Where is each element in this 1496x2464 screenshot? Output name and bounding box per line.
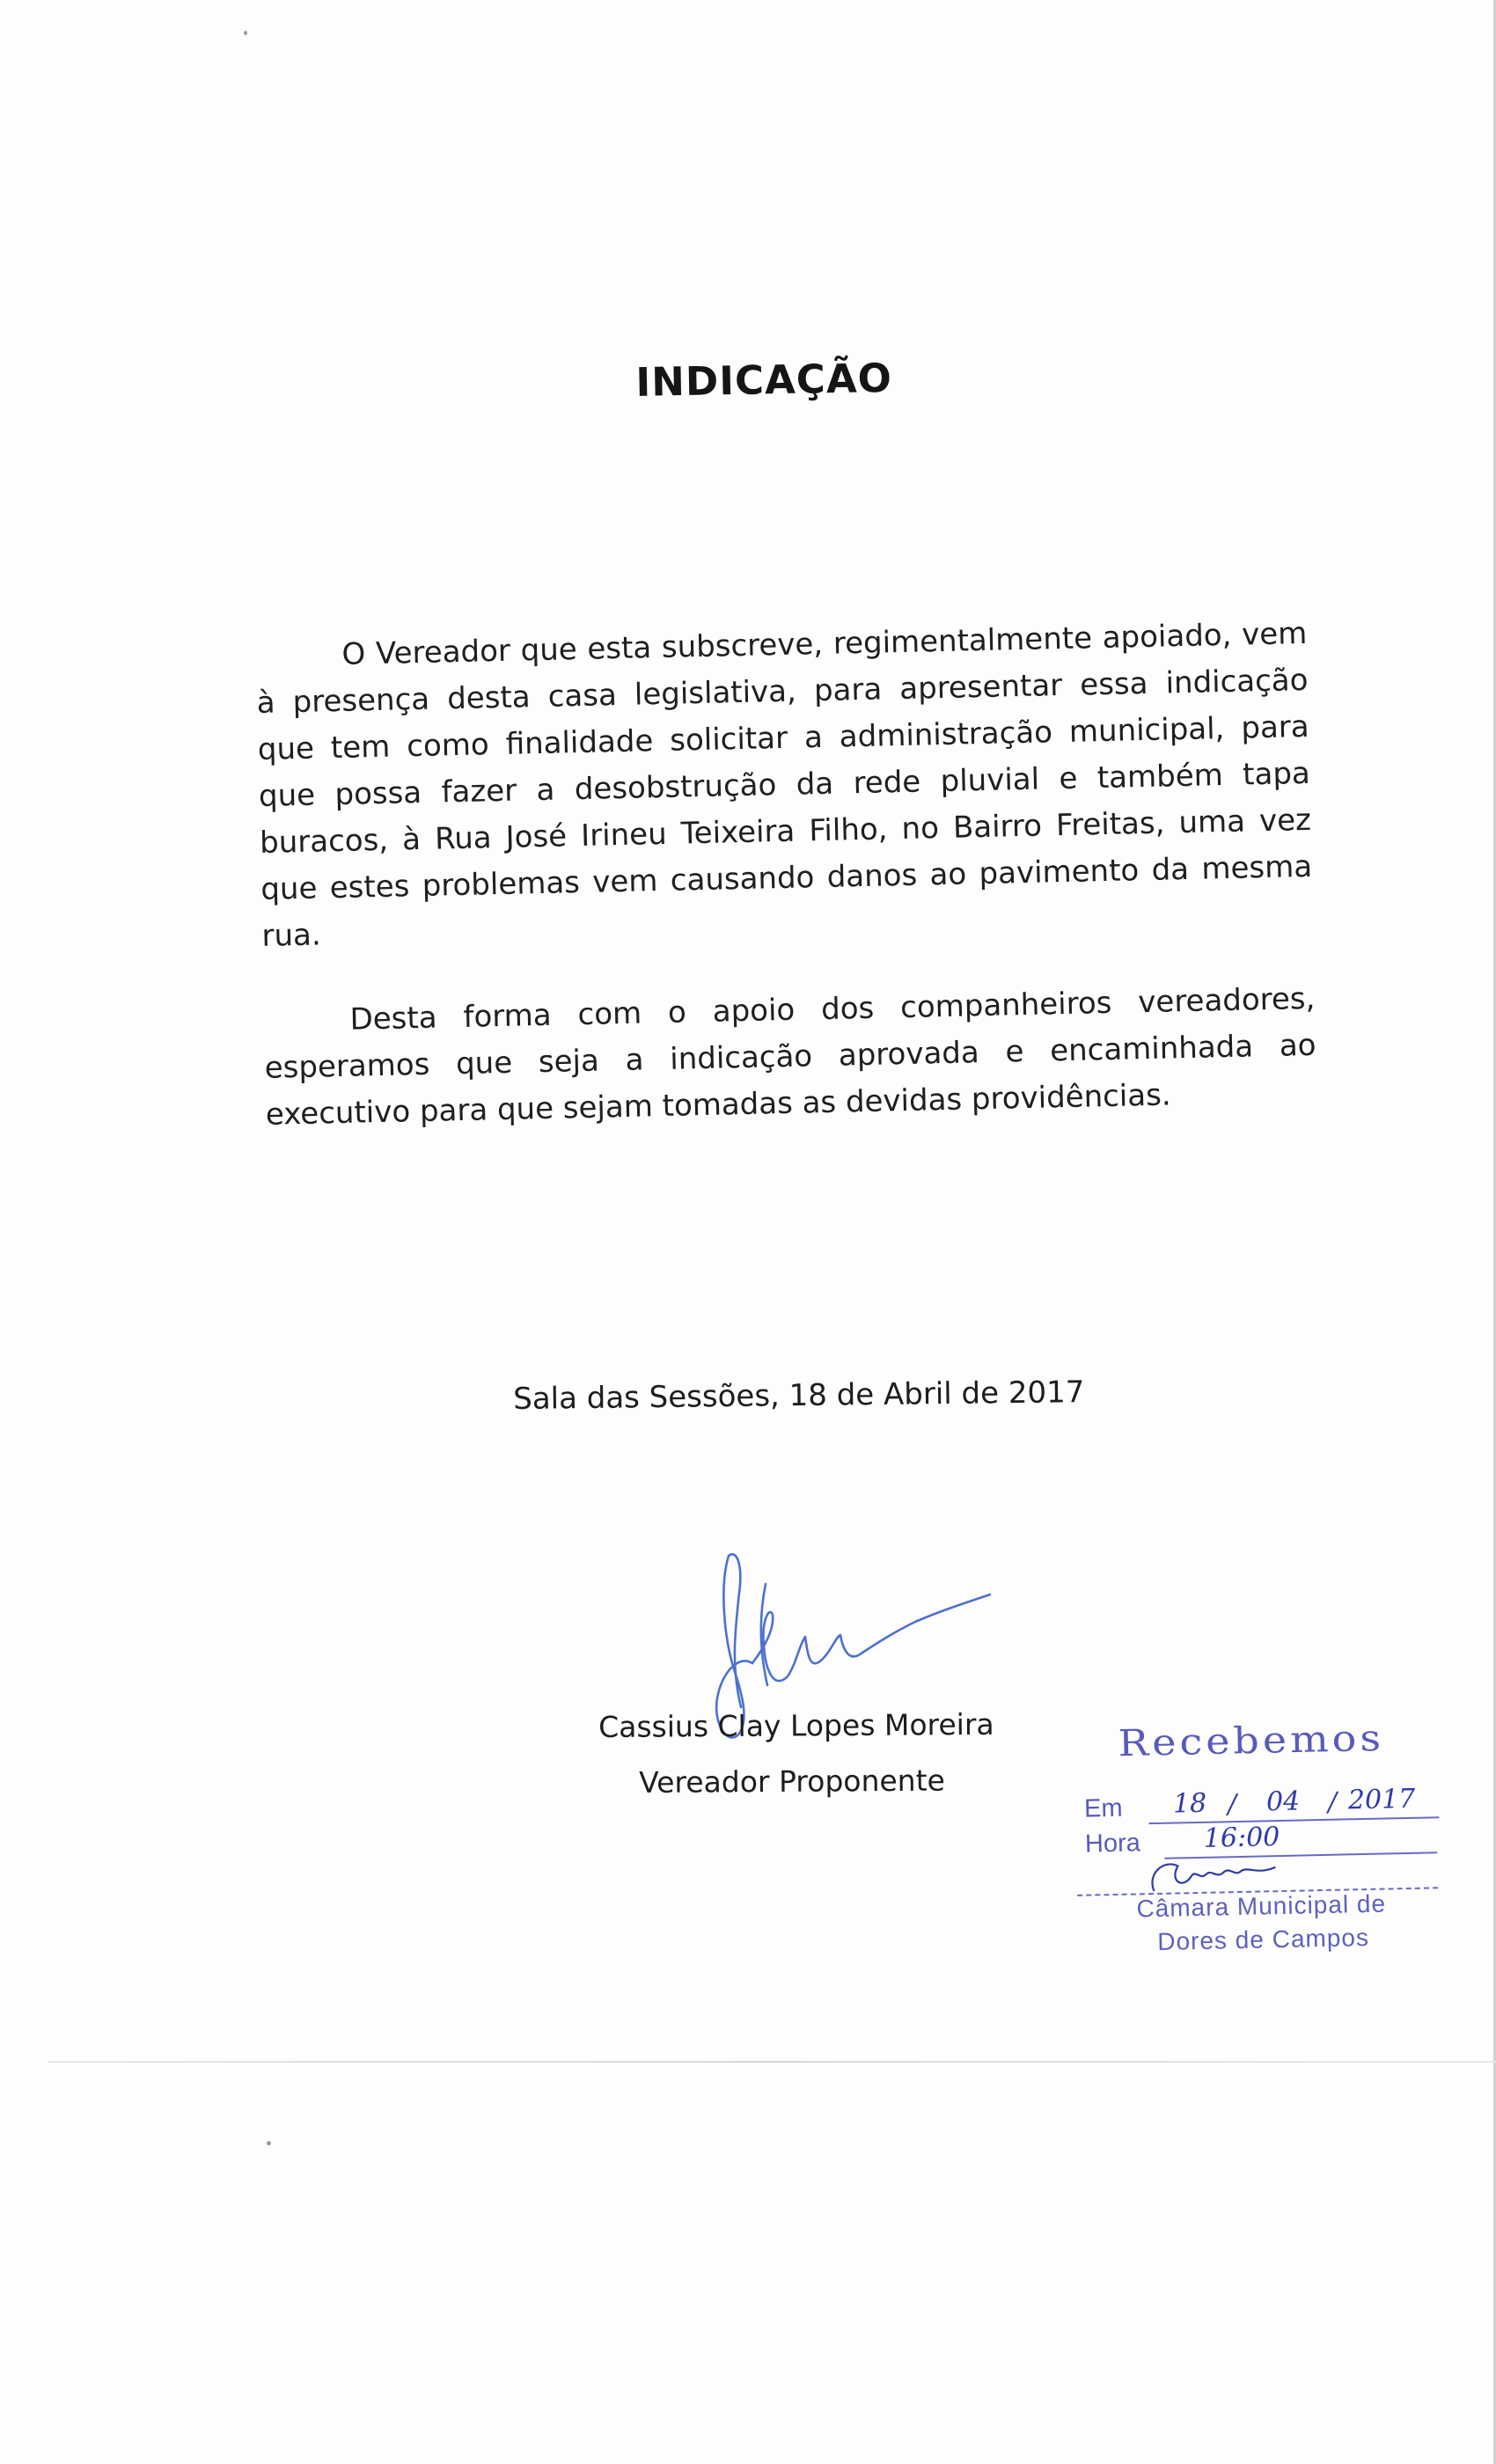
stamp-date-sep: / <box>1227 1789 1237 1821</box>
document-title: INDICAÇÃO <box>635 354 893 406</box>
signatory-name: Cassius Clay Lopes Moreira <box>598 1706 994 1744</box>
received-stamp <box>1069 1712 1453 1984</box>
stamp-institution-line2: Dores de Campos <box>1156 1923 1370 1955</box>
stamp-date-label: Em <box>1083 1793 1123 1823</box>
paragraph-closing: Desta forma com o apoio dos companheiros vereadores, esperamos que seja a indicação aprovada e encaminhada ao executivo para que sejam tomadas as devidas providências. <box>264 980 1316 1133</box>
stamp-time-label: Hora <box>1084 1829 1141 1859</box>
stamp-time-value: 16:00 <box>1203 1822 1280 1854</box>
stamp-institution-line1: Câmara Municipal de <box>1136 1889 1387 1923</box>
scan-speck <box>244 31 247 35</box>
stamp-date-year: 2017 <box>1347 1783 1416 1816</box>
paragraph-request: O Vereador que esta subscreve, regimentalmente apoiado, vem à presença desta casa legislativa, para apresentar essa indicação que tem como finalidade solicitar a administração municipal, para que possa fazer a desobstrução da rede pluvial e também tapa buracos, à Rua José Irineu Teixeira Filho, no Bairro Freitas, uma vez que estes problemas vem causando danos ao pavimento da mesma rua. <box>256 615 1313 954</box>
stamp-title: Recebemos <box>1118 1716 1385 1765</box>
stamp-date-sep: / <box>1327 1786 1338 1818</box>
dateline: Sala das Sessões, 18 de Abril de 2017 <box>513 1375 1085 1417</box>
scan-fold-line <box>48 2061 1496 2063</box>
stamp-date-month: 04 <box>1265 1786 1301 1818</box>
document-body <box>255 611 1317 1139</box>
scan-speck <box>267 2141 271 2145</box>
signatory-role: Vereador Proponente <box>639 1763 946 1800</box>
stamp-date-day: 18 <box>1172 1787 1207 1820</box>
